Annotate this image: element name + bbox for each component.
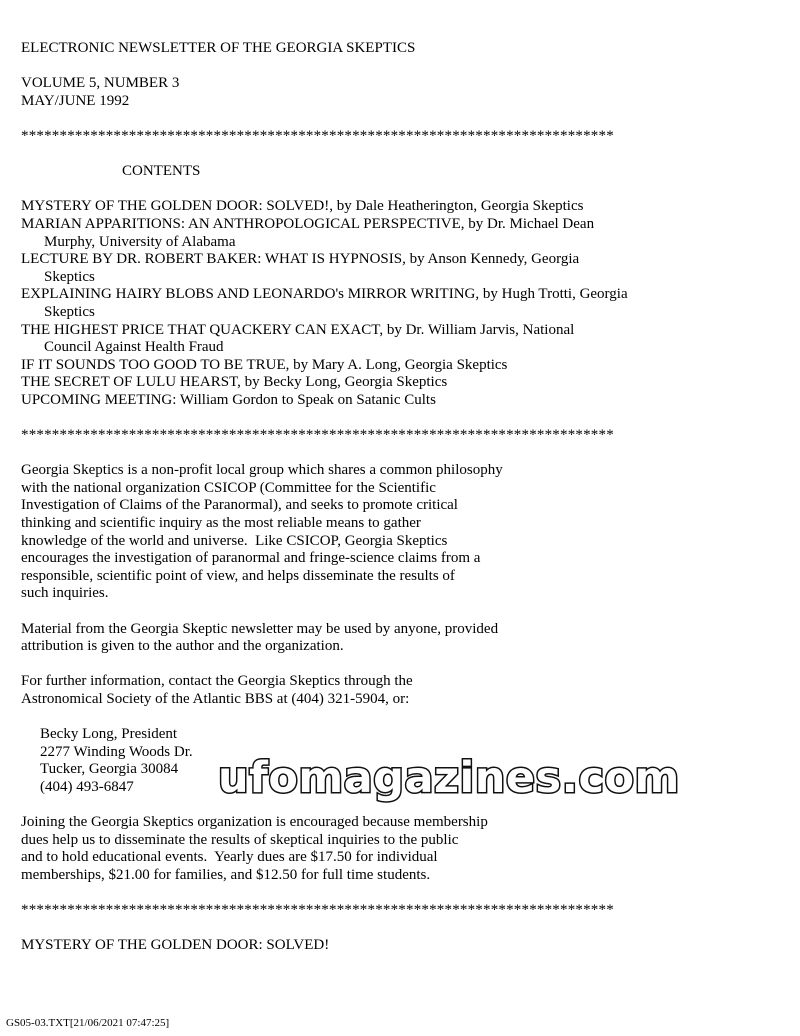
membership-paragraph	[21, 814, 781, 884]
toc-item-hypnosis-lecture	[21, 251, 781, 286]
toc-item-continuation: Skeptics	[44, 303, 95, 320]
toc-item-golden-door	[21, 198, 781, 216]
toc-item-text: MYSTERY OF THE GOLDEN DOOR: SOLVED!, by Dale Heatherington, Georgia Skeptics	[21, 198, 584, 215]
spacer	[21, 920, 781, 938]
spacer	[21, 709, 781, 727]
spacer	[21, 656, 781, 674]
toc-item-text: THE SECRET OF LULU HEARST, by Becky Long, Georgia Skeptics	[21, 374, 448, 391]
paragraph-line: For further information, contact the Georgia Skeptics through the	[21, 673, 413, 690]
separator-line: *****************************************************************************	[21, 902, 614, 919]
toc-item-text: MARIAN APPARITIONS: AN ANTHROPOLOGICAL PERSPECTIVE, by Dr. Michael Dean	[21, 215, 595, 232]
contact-street: 2277 Winding Woods Dr.	[40, 743, 193, 760]
spacer	[21, 58, 781, 76]
paragraph-line: dues help us to disseminate the results of skeptical inquiries to the public	[21, 831, 459, 848]
toc-item-quackery	[21, 322, 781, 357]
paragraph-line: memberships, $21.00 for families, and $12.50 for full time students.	[21, 866, 431, 883]
paragraph-line: knowledge of the world and universe. Like CSICOP, Georgia Skeptics	[21, 532, 448, 549]
spacer	[21, 603, 781, 621]
spacer	[21, 445, 781, 463]
spacer	[21, 110, 781, 128]
paragraph-line: Material from the Georgia Skeptic newsletter may be used by anyone, provided	[21, 620, 499, 637]
toc-item-continuation: Murphy, University of Alabama	[44, 233, 236, 250]
contact-name: Becky Long, President	[40, 726, 178, 743]
paragraph-line: thinking and scientific inquiry as the most reliable means to gather	[21, 515, 421, 532]
page-footer: GS05-03.TXT[21/06/2021 07:47:25]	[6, 1017, 170, 1029]
paragraph-line: encourages the investigation of paranormal and fringe-science claims from a	[21, 550, 481, 567]
contact-paragraph	[21, 673, 781, 708]
toc-item-continuation: Council Against Health Fraud	[44, 339, 224, 356]
toc-item-marian-apparitions	[21, 216, 781, 251]
paragraph-line: and to hold educational events. Yearly dues are $17.50 for individual	[21, 849, 438, 866]
article-title: MYSTERY OF THE GOLDEN DOOR: SOLVED!	[21, 937, 330, 954]
newsletter-title: ELECTRONIC NEWSLETTER OF THE GEORGIA SKEPTICS	[21, 40, 416, 56]
toc-item-upcoming-meeting	[21, 392, 781, 410]
toc-item-continuation: Skeptics	[44, 268, 95, 285]
spacer	[21, 885, 781, 903]
paragraph-line: Investigation of Claims of the Paranormal), and seeks to promote critical	[21, 497, 458, 514]
toc-item-hairy-blobs	[21, 286, 781, 321]
table-of-contents	[21, 198, 781, 409]
watermark-logo: ufomagazines.com	[218, 753, 680, 803]
toc-item-too-good	[21, 357, 781, 375]
paragraph-line: Astronomical Society of the Atlantic BBS at (404) 321-5904, or:	[21, 690, 410, 707]
volume-number: VOLUME 5, NUMBER 3	[21, 75, 180, 92]
toc-item-text: LECTURE BY DR. ROBERT BAKER: WHAT IS HYPNOSIS, by Anson Kennedy, Georgia	[21, 251, 580, 268]
spacer	[21, 181, 781, 199]
paragraph-line: Georgia Skeptics is a non-profit local group which shares a common philosophy	[21, 462, 503, 479]
contact-phone: (404) 493-6847	[40, 778, 134, 795]
toc-item-lulu-hearst	[21, 374, 781, 392]
spacer	[21, 409, 781, 427]
separator-line: *****************************************************************************	[21, 127, 614, 144]
material-paragraph	[21, 621, 781, 656]
paragraph-line: Joining the Georgia Skeptics organization is encouraged because membership	[21, 814, 488, 831]
about-paragraph	[21, 462, 781, 603]
newsletter-page	[21, 40, 781, 955]
paragraph-line: responsible, scientific point of view, and helps disseminate the results of	[21, 567, 455, 584]
contents-heading: CONTENTS	[122, 163, 201, 180]
issue-date: MAY/JUNE 1992	[21, 92, 130, 109]
paragraph-line: such inquiries.	[21, 585, 109, 602]
paragraph-line: attribution is given to the author and the organization.	[21, 638, 344, 655]
paragraph-line: with the national organization CSICOP (Committee for the Scientific	[21, 479, 436, 496]
spacer	[21, 146, 781, 164]
toc-item-text: IF IT SOUNDS TOO GOOD TO BE TRUE, by Mary A. Long, Georgia Skeptics	[21, 356, 508, 373]
contact-city: Tucker, Georgia 30084	[40, 761, 179, 778]
toc-item-text: THE HIGHEST PRICE THAT QUACKERY CAN EXACT, by Dr. William Jarvis, National	[21, 321, 575, 338]
toc-item-text: UPCOMING MEETING: William Gordon to Speak on Satanic Cults	[21, 391, 436, 408]
toc-item-text: EXPLAINING HAIRY BLOBS AND LEONARDO's MIRROR WRITING, by Hugh Trotti, Georgia	[21, 286, 628, 303]
separator-line: *****************************************************************************	[21, 427, 614, 444]
